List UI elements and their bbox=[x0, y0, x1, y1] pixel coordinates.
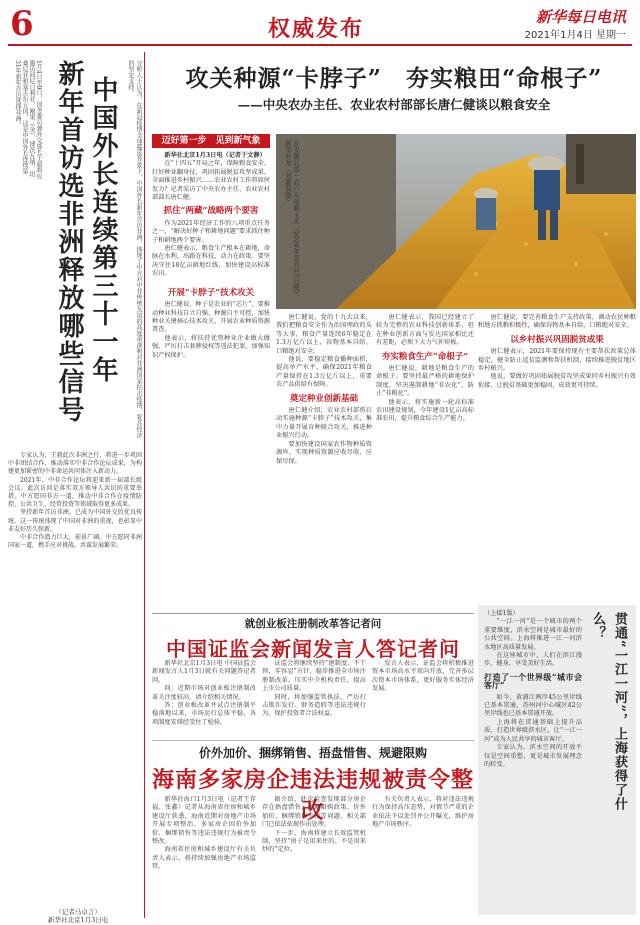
story2-column-3 bbox=[372, 660, 474, 738]
paragraph: 唐仁健说，要完善粮食生产支持政策，调动农民种粮和地方抓粮积极性，确保谷物基本自给、口粮绝对安全。 bbox=[478, 314, 636, 330]
paragraph: 有关负责人表示，将对违法违规行为保持高压态势，对情节严重的企业依法予以处罚并公开曝光，维护房地产市场秩序。 bbox=[372, 796, 474, 829]
main-column-2 bbox=[276, 314, 372, 608]
paragraph: 新华社北京1月3日电 中国证监会新闻发言人1月3日就有关问题答记者问。 bbox=[152, 660, 256, 684]
page-number: 6 bbox=[10, 4, 34, 44]
story2-headline: 中国证监会新闻发言人答记者问 bbox=[166, 637, 460, 661]
paragraph: “一江一河”是一个城市的两个重要维度，滨水空间是城市最好的公共空间。上海将推进一江一河滨水地区高质量发展。 bbox=[484, 618, 582, 651]
paragraph: 他说，要稳定粮食播种面积，提高单产水平，确保2021年粮食产量保持在1.3万亿斤以上，重要农产品供给有保障。 bbox=[276, 356, 372, 389]
paragraph: 他表示，将实施新一轮高标准农田建设规划，今年建设1亿亩高标准农田，提升粮食综合生产能力。 bbox=[376, 398, 474, 423]
paragraph: 坚持新年首访非洲，已成为中国外交的优良传统。这一传统体现了中国对非洲的重视，也彰显中非友好历久弥新。 bbox=[8, 509, 142, 533]
paragraph: 他说，要做好巩固拓展脱贫攻坚成果同乡村振兴有效衔接，让脱贫基础更加稳固、成效更可持续。 bbox=[478, 373, 636, 389]
left-byline: （记者马卓言） 新华社北京1月3日电 bbox=[48, 908, 109, 924]
paragraph: 专家认为，王毅此次非洲之行，将进一步巩固中非团结合作，推动落实中非合作论坛成果，为构建更加紧密的中非命运共同体注入新动力。 bbox=[8, 452, 142, 476]
section-title: 权威发布 bbox=[268, 16, 365, 42]
left-side-note: 分析人士认为，在新冠疫情全球蔓延背景下，中国外长新年首访非洲，体现了中方对中非传统友谊的高度重视和对非洲国家抗击疫情、复苏经济的坚定支持。 bbox=[127, 60, 142, 438]
story2-column-1 bbox=[152, 660, 256, 738]
left-lead-note: 1月4日至9日，国务委员兼外交部长王毅将应邀访问尼日利亚、刚果（金）、博茨瓦纳、坦桑尼亚和塞舌尔五国，这是中国外长连续第31年新年首访选择非洲。 bbox=[14, 60, 42, 180]
left-headline-main: 新年首访选非洲释放哪些信号 bbox=[54, 60, 84, 424]
main-column-3 bbox=[376, 314, 474, 608]
main-headline: 攻关种源“卡脖子” 夯实粮田“命根子” bbox=[185, 65, 603, 92]
subhead: 开展“卡脖子”技术攻关 bbox=[167, 287, 255, 298]
harvest-photo-illustration bbox=[276, 134, 636, 309]
subhead: 夯实粮食生产“命根子” bbox=[381, 351, 469, 362]
paragraph: 要加快建设国家农作物种质资源库，实现种质资源应收尽收、应保尽保。 bbox=[276, 440, 372, 465]
newspaper-brand: 新华每日电讯 bbox=[535, 8, 626, 26]
paragraph: 证监会将继续坚持“建制度、不干预、零容忍”方针，稳步推进全市场注册制改革，压实中介机构责任，提高上市公司质量。 bbox=[262, 660, 366, 693]
story3-column-1 bbox=[152, 796, 256, 918]
continued-note: （上接1版） bbox=[484, 610, 519, 617]
paragraph: 下一步，海南将建立长效监管机制，坚持“房子是用来住的、不是用来炒的”定位。 bbox=[262, 829, 366, 854]
photo-caption: 在安徽北部一农户在晾晒玉米（2020年10月13日摄）。新华社发（刘勤利摄） bbox=[284, 140, 300, 300]
main-column-4 bbox=[478, 314, 636, 602]
paragraph: 据介绍，此次检查发现部分房企存在捂盘惜售、规避限购政策、价外加价、捆绑销售车位等问题，相关部门已依法依规作出处理。 bbox=[262, 796, 366, 829]
paragraph: 在“十四五”开局之年，保障粮食安全、打好种业翻身仗、巩固拓展脱贫攻坚成果、全面推进乡村振兴……农业农村工作将如何发力？记者采访了中央农办主任、农业农村部部长唐仁健。 bbox=[152, 160, 270, 202]
story3-headline: 海南多家房企违法违规被责令整改 bbox=[152, 767, 475, 824]
story2-kicker: 就创业板注册制改革答记者问 bbox=[244, 618, 382, 630]
story3-column-2 bbox=[262, 796, 366, 918]
paragraph: 唐仁健说，党的十九大以来，我们把粮食安全作为治国理政的头等大事，粮食产量连续6年稳定在1.3万亿斤以上，谷物基本自给、口粮绝对安全。 bbox=[276, 314, 372, 355]
subhead: 抓住“两藏”战略两个要害 bbox=[163, 206, 259, 217]
story3-kicker: 价外加价、捆绑销售、捂盘惜售、规避限购 bbox=[198, 746, 427, 760]
subhead: 以乡村振兴巩固脱贫成果 bbox=[510, 334, 604, 345]
paragraph: 唐仁健说，种子是农业的“芯片”，要推动种业科技自立自强、种源自主可控，加快种业关键核心技术攻关，开展农业种质资源普查。 bbox=[152, 301, 270, 334]
paragraph: 发言人表示，证监会将积极推进资本市场高水平双向开放，完善多层次资本市场体系，更好服务实体经济发展。 bbox=[372, 660, 474, 693]
column-divider bbox=[144, 52, 145, 918]
paragraph: 海南省住房和城乡建设厅有关负责人表示，将持续加强房地产市场监管。 bbox=[152, 846, 256, 871]
paragraph: 作为2021年经济工作的八项重点任务之一，“解决好种子和耕地问题”要求抓住种子和耕地两个要害。 bbox=[152, 219, 270, 244]
paragraph: 唐仁健表示，粮食生产根本在耕地，命脉在水利，出路在科技，动力在政策。要坚决守住18亿亩耕地红线，加快建设高标准农田。 bbox=[152, 245, 270, 278]
paragraph: 答：创业板改革并试点注册制平稳落地以来，市场运行总体平稳，各项制度安排经受住了检验。 bbox=[152, 702, 256, 726]
paragraph: 同时，将加强监管执法，严厉打击欺诈发行、财务造假等违法违规行为，保护投资者合法权益。 bbox=[262, 693, 366, 718]
paragraph: 问：近期市场对创业板注册制改革关注度较高，请介绍相关情况。 bbox=[152, 685, 256, 701]
paragraph: 唐仁健表示，我国已经建立了较为完整的农业科技创新体系，但在种业创新方面与发达国家相比还有差距，必须下大力气补短板。 bbox=[376, 314, 474, 347]
paragraph: 中非合作潜力巨大，前景广阔。中方愿同非洲国家一道，携手应对挑战，共谋发展繁荣。 bbox=[8, 534, 142, 550]
topic-banner: 迈好第一步 见到新气象 bbox=[152, 134, 270, 148]
paragraph: 唐仁健表示，2021年要保持现有主要帮扶政策总体稳定，健全防止返贫监测和帮扶机制，接续推进脱贫地区乡村振兴。 bbox=[478, 348, 636, 373]
paragraph: 2021年，中非合作论坛将迎来新一届部长级会议。此次访问是落实双方领导人共识的重要举措。中方愿同非方一道，推动中非合作在疫情防控、公共卫生、经贸投资等领域取得更多成果。 bbox=[8, 476, 142, 509]
left-column bbox=[8, 52, 142, 924]
main-subheadline: ——中央农办主任、农业农村部部长唐仁健谈以粮食安全 bbox=[237, 97, 551, 112]
header-rule bbox=[8, 44, 632, 46]
main-column-1 bbox=[152, 152, 270, 608]
sidebar-text bbox=[484, 610, 582, 910]
farm-harvest-photo bbox=[276, 134, 636, 309]
issue-date: 2021年1月4日 星期一 bbox=[524, 30, 626, 41]
paragraph: 新华社海口1月3日电（记者王存福、张鑫）记者从海南省住房和城乡建设厅获悉，海南近期对房地产市场开展专项整治，多家房企因价外加价、捆绑销售等违法违规行为被责令整改。 bbox=[152, 796, 256, 846]
paragraph: 他表示，将扶持优势种业企业做大做强，严厉打击套牌侵权等违法犯罪，加强知识产权保护。 bbox=[152, 334, 270, 359]
story3-column-3 bbox=[372, 796, 474, 918]
section-divider bbox=[152, 613, 474, 614]
paragraph: 专家认为，滨水空间的开放不仅是空间重塑，更是城市发展理念的转变。 bbox=[484, 744, 582, 768]
paragraph: 唐仁健说，耕地是粮食生产的命根子。要坚持最严格的耕地保护制度，坚决遏制耕地“非农化”、防止“非粮化”。 bbox=[376, 365, 474, 398]
subhead: 奠定种业创新基础 bbox=[289, 393, 358, 404]
paragraph: 如今，黄浦江两岸45公里岸线已基本贯通，苏州河中心城区42公里岸线也已基本贯通开放。 bbox=[484, 693, 582, 718]
paragraph: 唐仁健介绍，农业农村部将启动实施种源“卡脖子”技术攻关，集中力量开展育种联合攻关，推进种业振兴行动。 bbox=[276, 407, 372, 440]
dateline: 新华社北京1月3日电（记者于文静） bbox=[164, 152, 266, 159]
section-divider bbox=[152, 740, 474, 741]
left-headline-sub: 中国外长连续第三十一年 bbox=[88, 76, 118, 384]
left-body-text bbox=[8, 452, 142, 907]
paragraph: 在这座城市中，人们在滨江漫步、健身，享受美好生活。 bbox=[484, 652, 582, 668]
paragraph: 上海将在贯通基础上提升品质，打造世界级滨水区，让“一江一河”成为人民共享的城市客厅。 bbox=[484, 718, 582, 743]
page-header bbox=[0, 0, 640, 46]
story2-column-2 bbox=[262, 660, 366, 738]
sidebar-subhead: 打造了一个世界级“城市会客厅” bbox=[484, 671, 582, 691]
sidebar-headline: 贯通“一江一河”，上海获得了什么？ bbox=[590, 612, 627, 811]
